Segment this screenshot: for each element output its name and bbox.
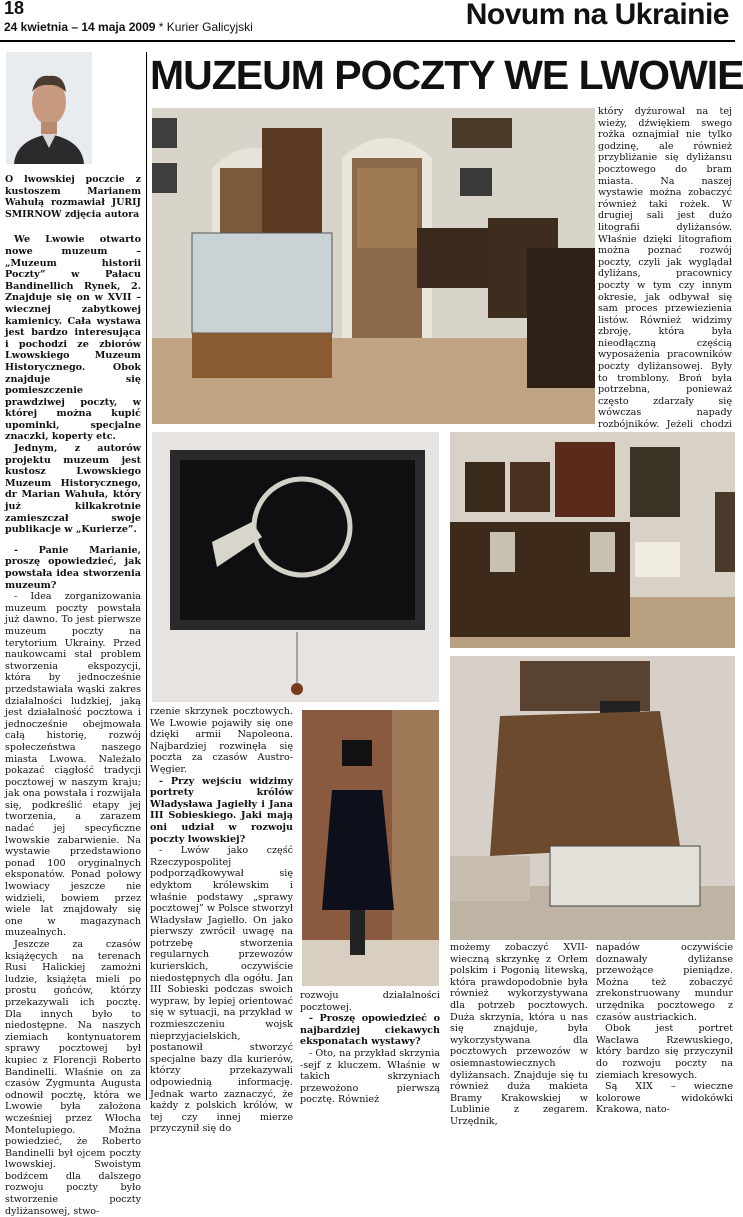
header-rule: [0, 40, 735, 42]
page-number: 18: [4, 0, 25, 18]
publication-name: * Kurier Galicyjski: [158, 20, 253, 34]
author-credit: O lwowskiej poczcie z kustoszem Marianem Wahułą rozmawiał JURIJ SMIRNOW zdjęcia autora: [5, 174, 141, 220]
photo-museum-room: [152, 108, 595, 424]
lead-paragraph: We Lwowie otwarto nowe muzeum – „Muzeum historii Poczty” w Pałacu Bandinellich Rynek, 2. Znajduje się on w XVII – wiecznej zabytkowej kamienicy. Cała wystawa jest bardzo interesująca i pochodzi ze zbiorów Lwowskiego Muzeum Historycznego. Obok znajduje się pomieszczenie prawdziwej poczty, w której można kupić upominki, specjalne znaczki, koperty etc.: [5, 234, 141, 443]
body-paragraph: który dyżurował na tej wieży, dźwiękiem swego rożka oznajmiał nie tylko godzinę, ale również przybliżanie się dyliżansu pocztowego do bram miasta. Na naszej wystawie można zobaczyć również taki rożek. W drugiej sali jest dużo litografii dyliżansów. Właśnie dzięki litografiom można poznać rozwój poczty, czyli jak wyglądał dyliżans, pracownicy poczty w tym czy innym okresie, jak odbywał się sam proces przewiezienia listów. Również widzimy zbroję, która była nieodłączną częścią wyposażenia pracowników poczty dyliżansowej. Były to tromblony. Broń była potrzebna, ponieważ często zdarzały się wówczas napady rozbójników. Jeżeli chodzi: [598, 106, 732, 431]
photo-post-horn: [152, 432, 439, 702]
question-2: - Przy wejściu widzimy portrety królów Władysława Jagiełły i Jana III Sobieskiego. Jaki mają oni udział w rozwoju poczty lwowskiej?: [150, 775, 293, 845]
body-paragraph: Jeszcze za czasów książęcych na terenach Rusi Halickiej zamożni ludzie, książęta mieli po prostu gońców, którzy przekazywali ich pocztę. Dla innych było to niedostępne. Na naszych ziemiach kontynuatorem sprawy pocztowej był kupiec z Florencji Roberto Bandinelli. Właśnie on za czasów Zygmunta Augusta odnowił pocztę, która we Lwowie była założona wcześniej przez Włocha Montelupiego. Można powiedzieć, że Roberto Bandinelli był ojcem poczty lwowskiej. Swoistym bodźcem dla dalszego rozwoju poczty było stworzenie poczty dyliżansowej, stwo-: [5, 939, 141, 1217]
photo-cash-register: [450, 656, 735, 940]
body-paragraph: - Idea zorganizowania muzeum poczty powstała już dawno. To jest pierwsze muzeum poczty na terytorium Ukrainy. Przed naukowcami stał problem stworzenia ekspozycji, która by jednocześnie przedstawiała wąski zakres działalności ludzkiej, jaką jest działalność pocztowa i jednocześnie obejmowała całą historię, rozwój społeczeństwa naszego miasta Lwowa. Należało pokazać ciągłość tradycji pocztowej w naszym kraju; jak ona powstała i rozwijała się, podkreślić etapy jej tworzenia, a zarazem nadać jej specyficzne lwowskie zabarwienie. Na wystawie przedstawiono ponad 100 oryginalnych eksponatów. Ponad połowy lwowiacy jeszcze nie widzieli, bowiem przez wiele lat znajdowały się one w magazynach muzealnych.: [5, 591, 141, 939]
column-divider: [146, 52, 147, 1100]
photo-portraits-gallery: [450, 432, 735, 648]
author-photo: [6, 52, 92, 164]
question-3: - Proszę opowiedzieć o najbardziej ciekawych eksponatach wystawy?: [300, 1013, 440, 1048]
date-text: 24 kwietnia – 14 maja 2009: [4, 20, 156, 34]
column-5-bottom: [596, 942, 733, 1116]
column-4: [450, 942, 588, 1127]
body-paragraph: Obok jest portret Wacława Rzewuskiego, który bardzo się przyczynił do rozwoju poczty na ziemiach kresowych.: [596, 1023, 733, 1081]
question-1: - Panie Marianie, proszę opowiedzieć, jak powstała idea stworzenia muzeum?: [5, 544, 141, 591]
column-2: [150, 706, 293, 1135]
body-paragraph: - Oto, na przykład skrzynia -sejf z kluczem. Właśnie w takich skrzyniach przewożono pierwszą pocztę. Również: [300, 1047, 440, 1106]
column-1: [5, 174, 141, 1217]
body-paragraph: rzenie skrzynek pocztowych. We Lwowie pojawiły się one dzięki armii Napoleona. Najbardziej rozwinęła się poczta za czasów Austro-Węgier.: [150, 706, 293, 775]
body-paragraph: napadów oczywiście doznawały dyliżanse przewożące pieniądze. Można też zobaczyć zrekonstruowany mundur urzędnika pocztowego z czasów austriackich.: [596, 942, 733, 1023]
body-paragraph: możemy zobaczyć XVII- wieczną skrzynkę z Orłem polskim i Pogonią litewską, która prawdopodobnie była również wykorzystywana dla potrzeb pocztowych. Duża skrzynia, która u nas się znajduje, była wykorzystywana dla pocztowych przewozów w osiemnastowiecznych dyliżansach. Znajduje się tu również duża makieta Bramy Krakowskiej w Lublinie z zegarem. Urzędnik,: [450, 942, 588, 1127]
issue-date: [4, 20, 253, 34]
section-title: Novum na Ukrainie: [465, 0, 729, 31]
photo-postal-uniform: [302, 710, 439, 986]
article-title: MUZEUM POCZTY WE LWOWIE: [150, 52, 743, 98]
body-paragraph: Są XIX – wieczne kolorowe widokówki Krakowa, nato-: [596, 1081, 733, 1116]
body-paragraph: rozwoju działalności pocztowej.: [300, 990, 440, 1013]
body-paragraph: - Lwów jako część Rzeczypospolitej podporządkowywał się edyktom królewskim i właśnie podstawy „sprawy pocztowej” w Polsce stworzył Władysław Jagiełło. On jako pierwszy zwrócił uwagę na potrzebę stworzenia regularnych przewozów kurierskich, oczywiście niedostępnych dla ogółu. Jan III Sobieski podczas swoich wypraw, by lepiej orientować się w sytuacji, na przykład w rozmieszczeniu wojsk nieprzyjacielskich, postanowił stworzyć specjalne bazy dla kurierów, którzy przekazywali odpowiednią informację. Jednak warto zaznaczyć, że każdy z polskich królów, w tej czy innej mierze przyczynił się do: [150, 845, 293, 1135]
column-3: [300, 990, 440, 1106]
column-5-top: [598, 106, 732, 430]
lead-paragraph: Jednym, z autorów projektu muzeum jest kustosz Lwowskiego Muzeum Historycznego, dr Marian Wahuła, który już kilkakrotnie zamieszczał swoje publikacje w „Kurierze”.: [5, 443, 141, 536]
